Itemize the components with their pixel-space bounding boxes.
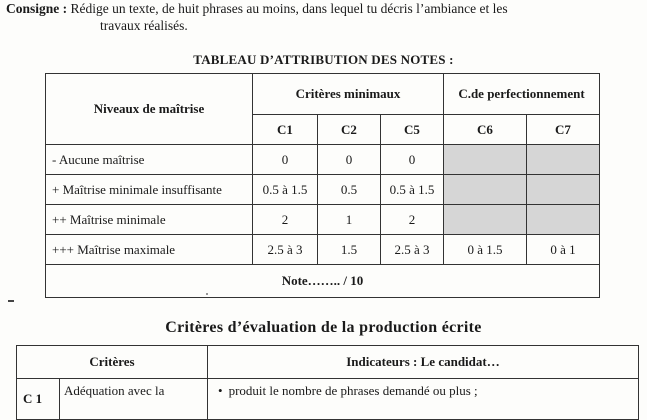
table-row	[46, 235, 600, 265]
table-row	[46, 175, 600, 205]
value-cell: 0 à 1.5	[444, 235, 527, 265]
col-c7: C7	[527, 115, 600, 145]
shaded-cell	[527, 175, 600, 205]
header-levels: Niveaux de maîtrise	[46, 74, 253, 145]
value-cell: 2.5 à 3	[381, 235, 444, 265]
value-cell: 2.5 à 3	[253, 235, 318, 265]
value-cell: 0 à 1	[527, 235, 600, 265]
value-cell: 0	[318, 145, 381, 175]
table-row	[46, 145, 600, 175]
scan-dash-mark	[8, 300, 14, 302]
col-c1: C1	[253, 115, 318, 145]
col-c5: C5	[381, 115, 444, 145]
header-perfection-criteria: C.de perfectionnement	[444, 74, 600, 115]
level-cell: + Maîtrise minimale insuffisante	[46, 175, 253, 205]
grading-table	[45, 73, 600, 298]
header-minimal-criteria: Critères minimaux	[253, 74, 444, 115]
level-cell: - Aucune maîtrise	[46, 145, 253, 175]
shaded-cell	[444, 145, 527, 175]
col-c6: C6	[444, 115, 527, 145]
value-cell: 0.5 à 1.5	[253, 175, 318, 205]
criteria-table	[16, 345, 639, 420]
scan-dot-mark	[206, 293, 208, 295]
level-cell: ++ Maîtrise minimale	[46, 205, 253, 235]
col-c2: C2	[318, 115, 381, 145]
note-cell: Note…….. / 10	[46, 265, 600, 298]
instruction-text: Rédige un texte, de huit phrases au moins, dans lequel tu décris l’ambiance et les	[67, 1, 508, 16]
instruction-label: Consigne :	[6, 1, 68, 16]
shaded-cell	[444, 205, 527, 235]
value-cell: 1.5	[318, 235, 381, 265]
note-row	[46, 265, 600, 298]
criterion-code: C 1	[17, 379, 60, 420]
table-row	[17, 379, 639, 420]
grading-table-title: TABLEAU D’ATTRIBUTION DES NOTES :	[193, 52, 454, 67]
criteria-header-row	[17, 346, 639, 379]
level-cell: +++ Maîtrise maximale	[46, 235, 253, 265]
instruction-line-1	[6, 0, 642, 17]
value-cell: 2	[381, 205, 444, 235]
value-cell: 0	[381, 145, 444, 175]
instruction-block	[6, 0, 642, 34]
shaded-cell	[444, 175, 527, 205]
value-cell: 0.5	[318, 175, 381, 205]
table-row	[46, 205, 600, 235]
bullet-icon: •	[218, 383, 223, 398]
value-cell: 2	[253, 205, 318, 235]
shaded-cell	[527, 205, 600, 235]
header-indicators: Indicateurs : Le candidat…	[208, 346, 639, 379]
value-cell: 0.5 à 1.5	[381, 175, 444, 205]
shaded-cell	[527, 145, 600, 175]
criteria-table-title: Critères d’évaluation de la production écrite	[165, 319, 482, 336]
indicator-cell	[208, 379, 639, 420]
grading-header-row	[46, 74, 600, 115]
value-cell: 1	[318, 205, 381, 235]
indicator-text: produit le nombre de phrases demandé ou plus ;	[228, 383, 478, 398]
header-criteria: Critères	[17, 346, 208, 379]
value-cell: 0	[253, 145, 318, 175]
criterion-name: Adéquation avec la	[60, 379, 208, 420]
instruction-line-2: travaux réalisés.	[100, 18, 188, 33]
